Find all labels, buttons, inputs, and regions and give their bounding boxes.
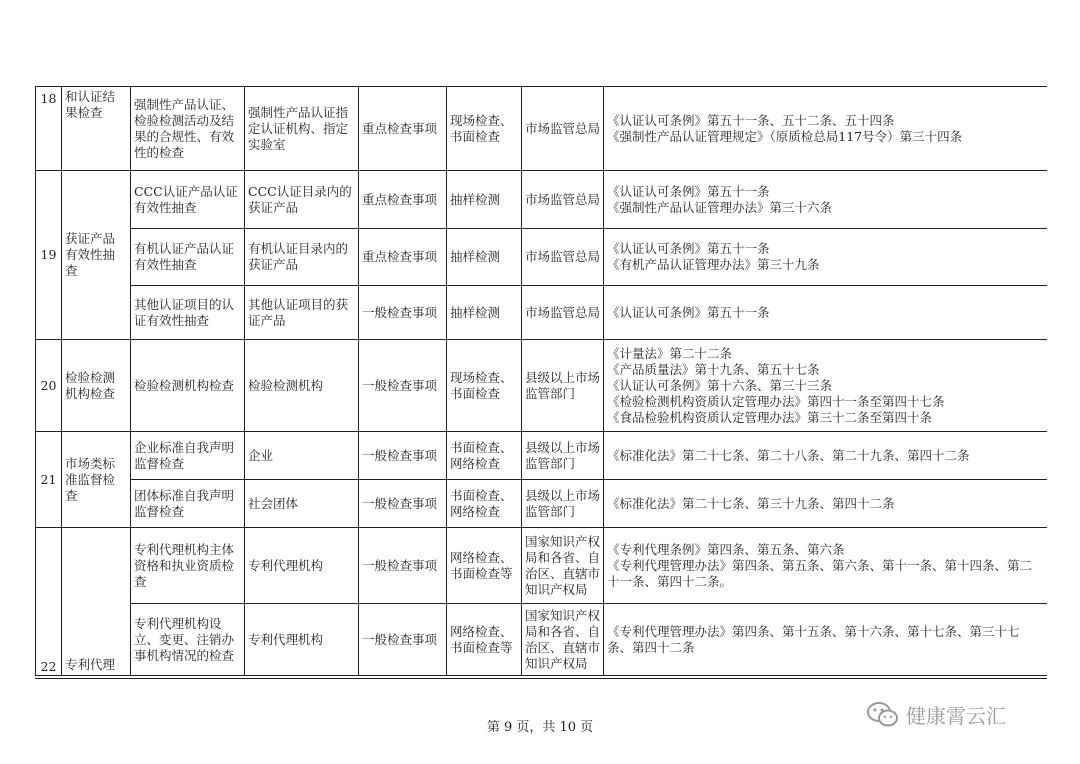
basis-cell: 《认证认可条例》第五十一条 bbox=[604, 286, 1048, 340]
table-row bbox=[36, 432, 1048, 480]
dept-cell: 县级以上市场监管部门 bbox=[522, 480, 604, 528]
category-cell: 市场类标准监督检查 bbox=[62, 432, 131, 528]
watermark bbox=[866, 700, 1006, 729]
method-cell: 现场检查、书面检查 bbox=[447, 340, 522, 432]
object-cell: CCC认证目录内的获证产品 bbox=[245, 171, 359, 229]
level-cell: 一般检查事项 bbox=[359, 340, 447, 432]
method-cell: 抽样检测 bbox=[447, 171, 522, 229]
item-cell: 专利代理机构设立、变更、注销办事机构情况的检查 bbox=[131, 604, 245, 676]
dept-cell: 市场监管总局 bbox=[522, 87, 604, 171]
object-cell: 检验检测机构 bbox=[245, 340, 359, 432]
item-cell: 企业标准自我声明监督检查 bbox=[131, 432, 245, 480]
dept-cell: 国家知识产权局和各省、自治区、直辖市知识产权局 bbox=[522, 604, 604, 676]
category-cell: 检验检测机构检查 bbox=[62, 340, 131, 432]
item-cell: 其他认证项目的认证有效性抽查 bbox=[131, 286, 245, 340]
page-footer: 第 9 页，共 10 页 bbox=[486, 720, 594, 735]
object-cell: 企业 bbox=[245, 432, 359, 480]
object-cell: 有机认证目录内的获证产品 bbox=[245, 229, 359, 286]
basis-cell: 《认证认可条例》第五十一条、五十二条、五十四条 《强制性产品认证管理规定》（原质检总局117号令）第三十四条 bbox=[604, 87, 1048, 171]
table-row bbox=[36, 480, 1048, 528]
row-number: 21 bbox=[36, 432, 62, 528]
table-row bbox=[36, 340, 1048, 432]
basis-cell: 《标准化法》第二十七条、第三十九条、第四十二条 bbox=[604, 480, 1048, 528]
item-cell: 专利代理机构主体资格和执业资质检查 bbox=[131, 528, 245, 604]
level-cell: 一般检查事项 bbox=[359, 604, 447, 676]
table-row bbox=[36, 171, 1048, 229]
basis-cell: 《专利代理管理办法》第四条、第十五条、第十六条、第十七条、第三十七条、第四十二条 bbox=[604, 604, 1048, 676]
dept-cell: 县级以上市场监管部门 bbox=[522, 432, 604, 480]
category-cell: 专利代理 bbox=[62, 528, 131, 676]
inspection-table bbox=[35, 86, 1047, 676]
item-cell: 强制性产品认证、检验检测活动及结果的合规性、有效性的检查 bbox=[131, 87, 245, 171]
dept-cell: 市场监管总局 bbox=[522, 171, 604, 229]
basis-cell: 《计量法》第二十二条 《产品质量法》第十九条、第五十七条 《认证认可条例》第十六条、第三十三条 《检验检测机构资质认定管理办法》第四十一条至第四十七条 《食品检验机构资质认定管理办法》第三十二条至第四十条 bbox=[604, 340, 1048, 432]
dept-cell: 国家知识产权局和各省、自治区、直辖市知识产权局 bbox=[522, 528, 604, 604]
basis-cell: 《认证认可条例》第五十一条 《有机产品认证管理办法》第三十九条 bbox=[604, 229, 1048, 286]
method-cell: 抽样检测 bbox=[447, 286, 522, 340]
row-number: 18 bbox=[36, 87, 62, 171]
level-cell: 重点检查事项 bbox=[359, 229, 447, 286]
table-row bbox=[36, 229, 1048, 286]
basis-cell: 《专利代理条例》第四条、第五条、第六条 《专利代理管理办法》第四条、第五条、第六条、第十一条、第十四条、第二十一条、第四十二条。 bbox=[604, 528, 1048, 604]
object-cell: 社会团体 bbox=[245, 480, 359, 528]
item-cell: 团体标准自我声明监督检查 bbox=[131, 480, 245, 528]
basis-cell: 《标准化法》第二十七条、第二十八条、第二十九条、第四十二条 bbox=[604, 432, 1048, 480]
table-row bbox=[36, 528, 1048, 604]
watermark-text: 健康霄云汇 bbox=[906, 704, 1006, 728]
item-cell: 检验检测机构检查 bbox=[131, 340, 245, 432]
level-cell: 一般检查事项 bbox=[359, 286, 447, 340]
inspection-table-page bbox=[35, 86, 1047, 679]
table-row bbox=[36, 87, 1048, 171]
dept-cell: 县级以上市场监管部门 bbox=[522, 340, 604, 432]
row-number: 20 bbox=[36, 340, 62, 432]
item-cell: CCC认证产品认证有效性抽查 bbox=[131, 171, 245, 229]
method-cell: 书面检查、网络检查 bbox=[447, 480, 522, 528]
method-cell: 网络检查、书面检查等 bbox=[447, 528, 522, 604]
object-cell: 专利代理机构 bbox=[245, 604, 359, 676]
basis-cell: 《认证认可条例》第五十一条 《强制性产品认证管理办法》第三十六条 bbox=[604, 171, 1048, 229]
table-row bbox=[36, 604, 1048, 676]
level-cell: 一般检查事项 bbox=[359, 528, 447, 604]
method-cell: 抽样检测 bbox=[447, 229, 522, 286]
item-cell: 有机认证产品认证有效性抽查 bbox=[131, 229, 245, 286]
table-row bbox=[36, 286, 1048, 340]
method-cell: 网络检查、书面检查等 bbox=[447, 604, 522, 676]
object-cell: 强制性产品认证指定认证机构、指定实验室 bbox=[245, 87, 359, 171]
method-cell: 现场检查、书面检查 bbox=[447, 87, 522, 171]
level-cell: 重点检查事项 bbox=[359, 87, 447, 171]
category-cell: 获证产品有效性抽查 bbox=[62, 171, 131, 340]
object-cell: 专利代理机构 bbox=[245, 528, 359, 604]
category-cell: 和认证结果检查 bbox=[62, 87, 131, 171]
wechat-icon bbox=[866, 701, 900, 729]
row-number: 19 bbox=[36, 171, 62, 340]
row-number: 22 bbox=[36, 528, 62, 676]
object-cell: 其他认证项目的获证产品 bbox=[245, 286, 359, 340]
dept-cell: 市场监管总局 bbox=[522, 286, 604, 340]
level-cell: 重点检查事项 bbox=[359, 171, 447, 229]
method-cell: 书面检查、网络检查 bbox=[447, 432, 522, 480]
level-cell: 一般检查事项 bbox=[359, 432, 447, 480]
level-cell: 一般检查事项 bbox=[359, 480, 447, 528]
dept-cell: 市场监管总局 bbox=[522, 229, 604, 286]
